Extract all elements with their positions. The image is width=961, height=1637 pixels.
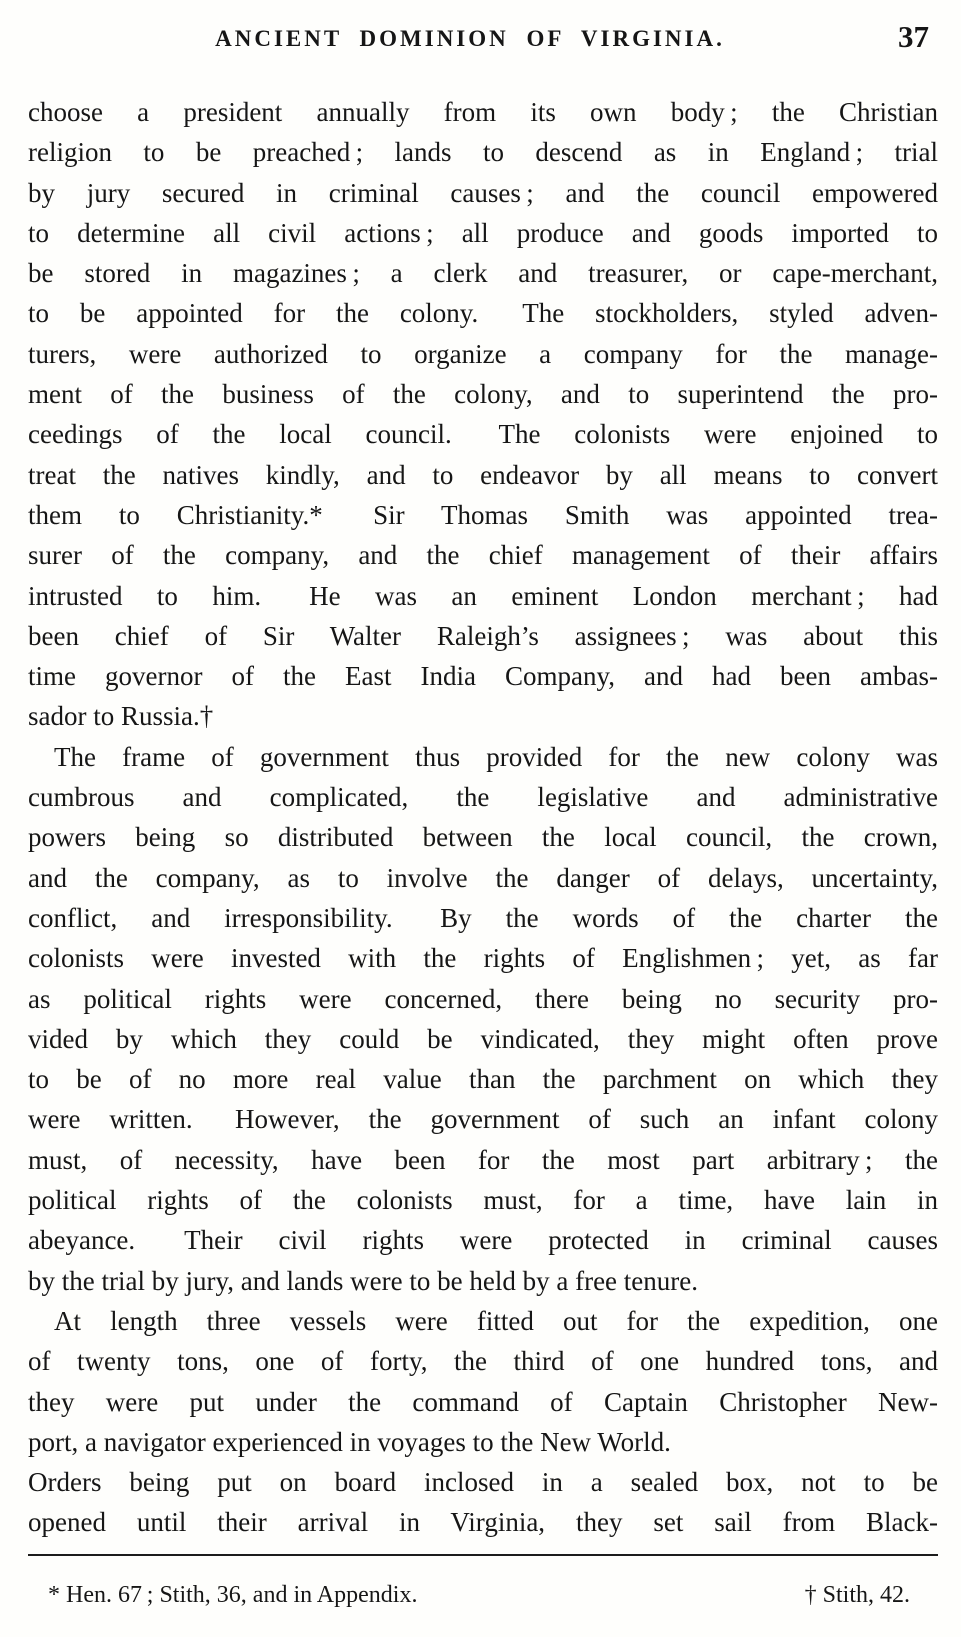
text-line: were written. However, the government of such an infant colony [28,1104,938,1135]
text-line: ceedings of the local council. The colonists were enjoined to [28,419,938,450]
text-line: colonists were invested with the rights of Englishmen ; yet, as far [28,943,938,974]
text-line: turers, were authorized to organize a company for the manage- [28,338,938,369]
text-line: treat the natives kindly, and to endeavor by all means to convert [28,459,938,490]
text-line: The frame of government thus provided for the new colony was [54,741,938,772]
text-line: be stored in magazines ; a clerk and treasurer, or cape-merchant, [28,258,938,289]
text-line: ment of the business of the colony, and to superintend the pro- [28,379,938,410]
text-line: conflict, and irresponsibility. By the words of the charter the [28,902,938,933]
footnote-left: * Hen. 67 ; Stith, 36, and in Appendix. [48,1582,418,1608]
footnote-rule [28,1554,938,1556]
text-line: choose a president annually from its own body ; the Christian [28,97,938,127]
text-line: they were put under the command of Captain Christopher New- [28,1386,938,1417]
text-line: to be of no more real value than the parchment on which they [28,1064,938,1095]
text-line: as political rights were concerned, there being no security pro- [28,983,938,1014]
text-line: time governor of the East India Company, and had been ambas- [28,661,938,692]
text-line: political rights of the colonists must, for a time, have lain in [28,1185,938,1216]
text-line: sador to Russia.† [28,701,214,732]
text-line: must, of necessity, have been for the most part arbitrary ; the [28,1144,938,1175]
text-line: of twenty tons, one of forty, the third of one hundred tons, and [28,1346,938,1377]
text-line: abeyance. Their civil rights were protected in criminal causes [28,1225,938,1256]
footnote-right: † Stith, 42. [804,1582,910,1608]
text-line: vided by which they could be vindicated, they might often prove [28,1023,938,1054]
text-line: intrusted to him. He was an eminent London merchant ; had [28,580,938,611]
text-line: them to Christianity.* Sir Thomas Smith was appointed trea- [28,499,938,530]
text-line: port, a navigator experienced in voyages to the New World. [28,1426,671,1457]
page-number: 37 [898,19,929,54]
text-line: At length three vessels were fitted out for the expedition, one [54,1305,938,1336]
text-line: by the trial by jury, and lands were to be held by a free tenure. [28,1265,699,1296]
text-line: cumbrous and complicated, the legislative and administrative [28,782,938,813]
footnotes [48,1581,910,1610]
text-line: Orders being put on board inclosed in a sealed box, not to be [28,1467,938,1498]
text-line: powers being so distributed between the local council, the crown, [28,822,938,853]
text-line: to determine all civil actions ; all produce and goods imported to [28,217,938,248]
text-line: to be appointed for the colony. The stockholders, styled adven- [28,298,938,329]
text-line: surer of the company, and the chief management of their affairs [28,540,938,571]
running-header: ANCIENT DOMINION OF VIRGINIA. [215,26,725,51]
page-body [28,92,938,1543]
text-line: religion to be preached ; lands to descend as in England ; trial [28,137,938,168]
text-line: opened until their arrival in Virginia, they set sail from Black- [28,1507,938,1538]
text-line: and the company, as to involve the danger of delays, uncertainty, [28,862,938,893]
text-line: been chief of Sir Walter Raleigh’s assignees ; was about this [28,620,938,651]
text-line: by jury secured in criminal causes ; and the council empowered [28,177,938,208]
